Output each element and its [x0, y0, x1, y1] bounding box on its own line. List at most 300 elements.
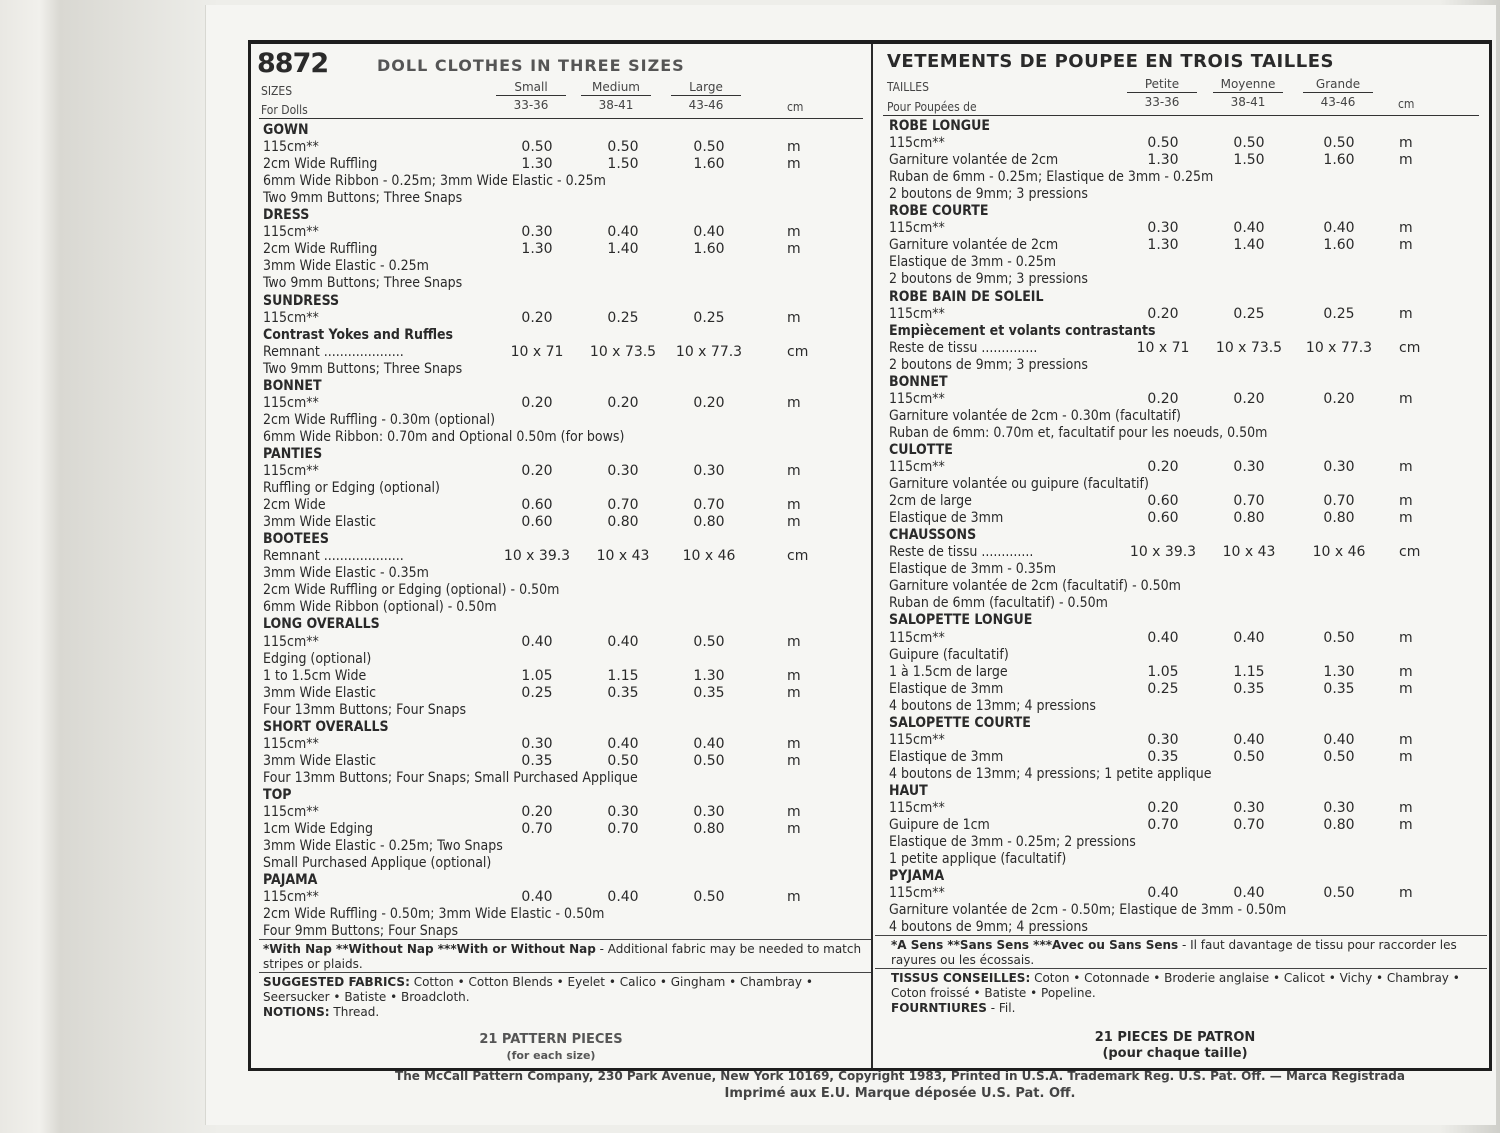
amount-value: 1.05 [1147, 663, 1179, 680]
amount-value: 10 x 71 [1136, 339, 1190, 356]
garment-heading: ROBE BAIN DE SOLEIL [889, 288, 1044, 305]
amount-value: 0.30 [607, 463, 639, 479]
amount-value: 0.50 [1323, 748, 1355, 765]
garment-heading: HAUT [889, 782, 928, 799]
requirement-line: 6mm Wide Ribbon: 0.70m and Optional 0.50m (for bows) [263, 428, 625, 445]
requirement-line: 4 boutons de 13mm; 4 pressions; 1 petite applique [889, 765, 1212, 782]
amount-value: 0.50 [1147, 135, 1179, 152]
garment-heading: GOWN [263, 122, 309, 138]
amount-value: 0.60 [521, 497, 553, 514]
amount-value: 0.50 [607, 139, 639, 156]
pieces-line-1-fr: 21 PIECES DE PATRON [1094, 1030, 1256, 1045]
size-range: 38-41 [1230, 95, 1266, 109]
amount-value: 0.50 [1323, 135, 1355, 152]
amount-value: 10 x 77.3 [675, 343, 743, 360]
pieces-line-1: 21 PATTERN PIECES [479, 1032, 623, 1047]
amount-value: 1.50 [1233, 152, 1265, 169]
requirement-line: 6mm Wide Ribbon - 0.25m; 3mm Wide Elastic - 0.25m [263, 173, 606, 190]
size-name: Petite [1127, 77, 1197, 93]
requirement-line: Reste de tissu ............. [889, 544, 1034, 561]
requirement-line: 2cm Wide Ruffling or Edging (optional) - 0.50m [263, 582, 560, 599]
footer-rule-fr-2 [875, 968, 1487, 969]
amount-value: 1.50 [607, 156, 639, 173]
unit: m [787, 889, 801, 906]
amount-value: 0.40 [607, 633, 639, 650]
amount-value: 0.70 [693, 497, 725, 514]
amount-value: 0.40 [1323, 220, 1355, 237]
publisher-line-2: Imprimé aux E.U. Marque déposée U.S. Pat. Off. [724, 1086, 1076, 1101]
requirement-line: Elastique de 3mm [889, 510, 1004, 527]
amount-value: 1.30 [521, 241, 553, 258]
garment-heading: PYJAMA [889, 868, 945, 885]
footer-rule [259, 939, 871, 940]
unit: cm [787, 343, 809, 360]
amount-value: 0.20 [1323, 390, 1355, 407]
requirement-line: Garniture volantée ou guipure (facultatif) [889, 476, 1149, 493]
size-range: 43-46 [688, 98, 724, 112]
unit: m [1399, 748, 1413, 765]
unit: m [1399, 663, 1413, 680]
english-column [251, 44, 871, 1068]
amount-value: 1.30 [521, 156, 553, 173]
amount-value: 0.30 [693, 463, 725, 479]
unit: m [1399, 885, 1413, 902]
amount-value: 10 x 46 [1312, 544, 1366, 561]
requirement-line: 2cm de large [889, 493, 972, 510]
amount-value: 0.20 [1233, 390, 1265, 407]
amount-value: 1.40 [607, 241, 639, 258]
requirement-line: 115cm** [889, 629, 945, 646]
header-rule-fr [883, 115, 1479, 116]
requirement-line: 115cm** [889, 800, 945, 816]
amount-value: 0.70 [521, 821, 553, 838]
unit: m [1399, 800, 1413, 816]
pattern-number: 8872 [257, 48, 329, 79]
size-range: 38-41 [598, 98, 634, 112]
requirement-line: 3mm Wide Elastic [263, 514, 377, 531]
garment-heading: PANTIES [263, 445, 323, 462]
requirement-line: 115cm** [263, 394, 319, 411]
amount-value: 0.25 [1233, 305, 1265, 322]
garment-heading: PAJAMA [263, 872, 318, 889]
nap-note-fr: *A Sens **Sans Sens ***Avec ou Sans Sens - Il faut davantage de tissu pour raccorder les rayures ou les écossais. [891, 938, 1457, 967]
amount-value: 0.30 [521, 735, 553, 752]
unit: m [787, 156, 801, 173]
amount-value: 1.30 [1147, 237, 1179, 254]
amount-value: 0.35 [693, 684, 725, 701]
amount-value: 0.80 [607, 514, 639, 531]
unit: m [1399, 237, 1413, 254]
unit: m [787, 224, 801, 241]
sizes-sub: For Dolls [261, 103, 308, 117]
amount-value: 0.80 [1233, 510, 1265, 527]
notions-fr: FOURNTIURES - Fil. [891, 1001, 1016, 1015]
garment-heading: Contrast Yokes and Ruffles [263, 326, 454, 343]
amount-value: 10 x 73.5 [589, 343, 657, 360]
garment-heading: SALOPETTE LONGUE [889, 612, 1033, 629]
requirement-line: 115cm** [889, 305, 945, 322]
amount-value: 0.20 [1147, 390, 1179, 407]
garment-heading: ROBE LONGUE [889, 118, 990, 134]
unit: m [787, 514, 801, 531]
amount-value: 0.40 [1147, 629, 1179, 646]
amount-value: 0.30 [1233, 459, 1265, 475]
amount-value: 0.30 [521, 224, 553, 241]
amount-value: 0.40 [607, 735, 639, 752]
requirement-line: 115cm** [263, 804, 319, 820]
title-english: DOLL CLOTHES IN THREE SIZES [377, 56, 685, 75]
amount-value: 10 x 43 [1222, 544, 1276, 561]
amount-value: 0.30 [607, 804, 639, 820]
amount-value: 1.30 [693, 667, 725, 684]
amount-value: 0.40 [1233, 731, 1265, 748]
amount-value: 0.40 [693, 735, 725, 752]
amount-value: 0.50 [1323, 629, 1355, 646]
requirement-line: 115cm** [263, 889, 319, 906]
garment-heading: LONG OVERALLS [263, 616, 380, 633]
publisher-info [350, 1068, 1450, 1102]
garment-heading: ROBE COURTE [889, 203, 989, 220]
unit: cm [1399, 544, 1421, 561]
size-column-header [1303, 77, 1373, 109]
unit: m [787, 667, 801, 684]
amount-value: 0.25 [521, 684, 553, 701]
garment-heading: BONNET [889, 373, 948, 390]
footer-rule-fr [875, 935, 1487, 936]
unit-label-fr: cm [1398, 97, 1415, 111]
requirement-line: Elastique de 3mm - 0.25m; 2 pressions [889, 834, 1136, 851]
unit: m [1399, 817, 1413, 834]
amount-value: 1.60 [1323, 237, 1355, 254]
requirement-line: 115cm** [263, 309, 319, 326]
amount-value: 0.35 [1233, 680, 1265, 697]
garment-heading: Empiècement et volants contrastants [889, 322, 1156, 339]
requirement-line: 3mm Wide Elastic [263, 752, 377, 769]
requirement-line: Remnant .................... [263, 548, 404, 565]
requirement-line: 115cm** [889, 220, 945, 237]
size-column-header [581, 80, 651, 112]
amount-value: 0.20 [1147, 305, 1179, 322]
unit-label: cm [787, 100, 804, 114]
amount-value: 0.40 [607, 224, 639, 241]
requirement-line: 1 à 1.5cm de large [889, 663, 1008, 680]
amount-value: 0.40 [1233, 885, 1265, 902]
unit: m [787, 752, 801, 769]
amount-value: 1.60 [693, 156, 725, 173]
garment-heading: DRESS [263, 207, 310, 224]
amount-value: 1.60 [1323, 152, 1355, 169]
amount-value: 0.20 [521, 804, 553, 820]
amount-value: 0.70 [1233, 817, 1265, 834]
amount-value: 0.30 [1147, 220, 1179, 237]
requirement-line: 115cm** [889, 390, 945, 407]
amount-value: 0.25 [693, 309, 725, 326]
amount-value: 0.20 [693, 394, 725, 411]
unit: cm [1399, 339, 1421, 356]
requirement-line: Remnant .................... [263, 343, 404, 360]
amount-value: 0.20 [1147, 800, 1179, 816]
requirement-line: 6mm Wide Ribbon (optional) - 0.50m [263, 599, 497, 616]
amount-value: 0.50 [521, 139, 553, 156]
unit: m [787, 633, 801, 650]
unit: m [787, 497, 801, 514]
yardage-chart [248, 40, 1492, 1071]
unit: m [1399, 731, 1413, 748]
unit: m [1399, 510, 1413, 527]
amount-value: 10 x 77.3 [1305, 339, 1373, 356]
amount-value: 0.40 [1233, 220, 1265, 237]
requirement-line: Reste de tissu .............. [889, 339, 1038, 356]
unit: m [1399, 629, 1413, 646]
sizes-sub-fr: Pour Poupées de [887, 100, 977, 114]
amount-value: 10 x 71 [510, 343, 564, 360]
garment-heading: CULOTTE [889, 441, 953, 458]
column-divider [871, 44, 873, 1068]
amount-value: 0.35 [1147, 748, 1179, 765]
amount-value: 0.70 [1233, 493, 1265, 510]
requirement-line: 3mm Wide Elastic - 0.25m [263, 258, 429, 275]
amount-value: 0.50 [1233, 135, 1265, 152]
requirement-line: Two 9mm Buttons; Three Snaps [263, 360, 463, 377]
requirement-line: Ruban de 6mm (facultatif) - 0.50m [889, 595, 1108, 612]
amount-value: 10 x 73.5 [1215, 339, 1283, 356]
amount-value: 0.40 [607, 889, 639, 906]
amount-value: 0.20 [521, 394, 553, 411]
unit: m [1399, 305, 1413, 322]
amount-value: 0.30 [1323, 459, 1355, 475]
amount-value: 0.80 [693, 821, 725, 838]
amount-value: 1.60 [693, 241, 725, 258]
amount-value: 0.30 [1233, 800, 1265, 816]
amount-value: 0.40 [1323, 731, 1355, 748]
unit: m [787, 139, 801, 156]
amount-value: 0.40 [693, 224, 725, 241]
pattern-pieces-count-fr [1025, 1030, 1325, 1062]
garment-heading: BONNET [263, 377, 322, 394]
size-name: Moyenne [1213, 77, 1283, 93]
amount-value: 1.15 [607, 667, 639, 684]
requirement-line: 115cm** [263, 463, 319, 479]
amount-value: 0.70 [1323, 493, 1355, 510]
pattern-pieces-count [401, 1032, 701, 1064]
requirement-line: Edging (optional) [263, 650, 372, 667]
amount-value: 0.80 [1323, 510, 1355, 527]
size-column-header [496, 80, 566, 112]
amount-value: 0.35 [521, 752, 553, 769]
suggested-fabrics-fr: TISSUS CONSEILLES: Coton • Cotonnade • Broderie anglaise • Calicot • Vichy • Chambray • Coton froissé • Batiste • Popeline. [891, 971, 1460, 1000]
amount-value: 10 x 39.3 [1129, 544, 1197, 561]
sizes-label: SIZES [261, 84, 293, 98]
amount-value: 0.50 [1323, 885, 1355, 902]
pieces-line-2-fr: (pour chaque taille) [1102, 1046, 1248, 1061]
amount-value: 0.60 [521, 514, 553, 531]
requirement-line: Garniture volantée de 2cm [889, 237, 1059, 254]
size-name: Large [671, 80, 741, 96]
requirement-line: Four 13mm Buttons; Four Snaps [263, 701, 467, 718]
amount-value: 0.70 [607, 497, 639, 514]
requirement-line: 4 boutons de 9mm; 4 pressions [889, 919, 1088, 936]
unit: m [1399, 390, 1413, 407]
amount-value: 0.50 [607, 752, 639, 769]
amount-value: 0.20 [521, 463, 553, 479]
size-range: 33-36 [513, 98, 549, 112]
size-name: Medium [581, 80, 651, 96]
amount-value: 1.40 [1233, 237, 1265, 254]
unit: m [787, 684, 801, 701]
requirement-line: 115cm** [263, 633, 319, 650]
requirement-line: 2 boutons de 9mm; 3 pressions [889, 186, 1088, 203]
garment-heading: BOOTEES [263, 531, 329, 548]
amount-value: 10 x 39.3 [503, 548, 571, 565]
requirement-line: Elastique de 3mm [889, 680, 1004, 697]
requirement-line: Ruban de 6mm - 0.25m; Elastique de 3mm - 0.25m [889, 169, 1214, 186]
garment-heading: SHORT OVERALLS [263, 718, 389, 735]
requirement-line: Two 9mm Buttons; Three Snaps [263, 275, 463, 292]
requirement-line: Ruffling or Edging (optional) [263, 480, 440, 497]
size-name: Grande [1303, 77, 1373, 93]
footer-rule-2 [259, 972, 871, 973]
requirement-line: 2cm Wide Ruffling - 0.30m (optional) [263, 411, 496, 428]
requirement-line: 115cm** [263, 224, 319, 241]
requirement-line: 115cm** [889, 135, 945, 152]
unit: m [787, 241, 801, 258]
requirement-line: 115cm** [889, 885, 945, 902]
garment-heading: SUNDRESS [263, 292, 340, 309]
amount-value: 0.35 [607, 684, 639, 701]
amount-value: 0.50 [693, 752, 725, 769]
requirement-line: 115cm** [263, 139, 319, 156]
size-column-header [1127, 77, 1197, 109]
amount-value: 0.60 [1147, 510, 1179, 527]
amount-value: 10 x 46 [682, 548, 736, 565]
requirement-line: 115cm** [889, 459, 945, 475]
size-range: 33-36 [1144, 95, 1180, 109]
requirement-line: 115cm** [889, 731, 945, 748]
requirement-line: Four 13mm Buttons; Four Snaps; Small Purchased Applique [263, 769, 638, 786]
garment-heading: TOP [263, 786, 292, 803]
requirement-line: Garniture volantée de 2cm (facultatif) - 0.50m [889, 578, 1181, 595]
amount-value: 0.80 [693, 514, 725, 531]
suggested-fabrics: SUGGESTED FABRICS: Cotton • Cotton Blends • Eyelet • Calico • Gingham • Chambray • Seersucker • Batiste • Broadcloth. [263, 975, 813, 1004]
requirement-line: 2 boutons de 9mm; 3 pressions [889, 356, 1088, 373]
amount-value: 1.30 [1147, 152, 1179, 169]
requirement-line: Garniture volantée de 2cm [889, 152, 1059, 169]
unit: m [1399, 680, 1413, 697]
unit: m [787, 394, 801, 411]
amount-value: 10 x 43 [596, 548, 650, 565]
unit: m [787, 735, 801, 752]
unit: m [787, 463, 801, 479]
requirement-line: 1 petite applique (facultatif) [889, 851, 1067, 868]
requirement-line: 2 boutons de 9mm; 3 pressions [889, 271, 1088, 288]
requirement-line: Elastique de 3mm - 0.25m [889, 254, 1057, 271]
amount-value: 1.05 [521, 667, 553, 684]
requirement-line: Garniture volantée de 2cm - 0.50m; Elastique de 3mm - 0.50m [889, 902, 1287, 919]
amount-value: 0.30 [1147, 731, 1179, 748]
requirement-line: 2cm Wide Ruffling [263, 156, 378, 173]
french-column [875, 44, 1487, 1068]
title-french: VETEMENTS DE POUPEE EN TROIS TAILLES [887, 51, 1334, 72]
requirement-line: Elastique de 3mm [889, 748, 1004, 765]
unit: m [1399, 493, 1413, 510]
unit: m [787, 821, 801, 838]
requirement-line: 3mm Wide Elastic - 0.25m; Two Snaps [263, 838, 503, 855]
amount-value: 0.25 [1323, 305, 1355, 322]
amount-value: 0.60 [1147, 493, 1179, 510]
amount-value: 0.30 [693, 804, 725, 820]
unit: cm [787, 548, 809, 565]
amount-value: 1.15 [1233, 663, 1265, 680]
requirement-line: Guipure de 1cm [889, 817, 990, 834]
requirement-line: 2cm Wide [263, 497, 326, 514]
publisher-line-1: The McCall Pattern Company, 230 Park Avenue, New York 10169, Copyright 1983, Printed in U.S.A. Trademark Reg. U.S. Pat. Off. — Marca Registrada [395, 1069, 1405, 1083]
size-column-header [1213, 77, 1283, 109]
amount-value: 0.50 [693, 889, 725, 906]
requirement-line: Elastique de 3mm - 0.35m [889, 561, 1057, 578]
amount-value: 0.40 [1147, 885, 1179, 902]
amount-value: 0.20 [521, 309, 553, 326]
requirement-line: Four 9mm Buttons; Four Snaps [263, 923, 459, 940]
requirement-line: 4 boutons de 13mm; 4 pressions [889, 697, 1096, 714]
requirement-line: Guipure (facultatif) [889, 646, 1009, 663]
unit: m [1399, 152, 1413, 169]
amount-value: 0.40 [521, 889, 553, 906]
requirement-line: 2cm Wide Ruffling [263, 241, 378, 258]
unit: m [1399, 220, 1413, 237]
header-rule [259, 118, 863, 119]
sizes-label-fr: TAILLES [887, 80, 929, 94]
amount-value: 1.30 [1323, 663, 1355, 680]
unit: m [1399, 135, 1413, 152]
requirement-line: Ruban de 6mm: 0.70m et, facultatif pour les noeuds, 0.50m [889, 424, 1268, 441]
amount-value: 0.40 [1233, 629, 1265, 646]
unit: m [1399, 459, 1413, 475]
amount-value: 0.20 [1147, 459, 1179, 475]
amount-value: 0.80 [1323, 817, 1355, 834]
amount-value: 0.50 [1233, 748, 1265, 765]
amount-value: 0.70 [607, 821, 639, 838]
requirement-line: 2cm Wide Ruffling - 0.50m; 3mm Wide Elastic - 0.50m [263, 906, 605, 923]
requirement-line: Garniture volantée de 2cm - 0.30m (facultatif) [889, 407, 1181, 424]
requirement-line: 3mm Wide Elastic - 0.35m [263, 565, 429, 582]
garment-heading: CHAUSSONS [889, 527, 977, 544]
requirement-line: 1 to 1.5cm Wide [263, 667, 367, 684]
unit: m [787, 804, 801, 820]
requirement-line: 1cm Wide Edging [263, 821, 374, 838]
requirement-line: 115cm** [263, 735, 319, 752]
amount-value: 0.40 [521, 633, 553, 650]
amount-value: 0.35 [1323, 680, 1355, 697]
amount-value: 0.25 [607, 309, 639, 326]
garment-heading: SALOPETTE COURTE [889, 714, 1031, 731]
amount-value: 0.20 [607, 394, 639, 411]
pieces-line-2: (for each size) [506, 1049, 596, 1062]
amount-value: 0.50 [693, 139, 725, 156]
amount-value: 0.70 [1147, 817, 1179, 834]
requirement-line: Small Purchased Applique (optional) [263, 855, 492, 872]
notions: NOTIONS: Thread. [263, 1005, 380, 1019]
size-range: 43-46 [1320, 95, 1356, 109]
requirement-line: Two 9mm Buttons; Three Snaps [263, 190, 463, 207]
unit: m [787, 309, 801, 326]
size-column-header [671, 80, 741, 112]
amount-value: 0.30 [1323, 800, 1355, 816]
amount-value: 0.25 [1147, 680, 1179, 697]
nap-note: *With Nap **Without Nap ***With or Without Nap - Additional fabric may be needed to match stripes or plaids. [263, 942, 862, 971]
amount-value: 0.50 [693, 633, 725, 650]
size-name: Small [496, 80, 566, 96]
requirement-line: 3mm Wide Elastic [263, 684, 377, 701]
